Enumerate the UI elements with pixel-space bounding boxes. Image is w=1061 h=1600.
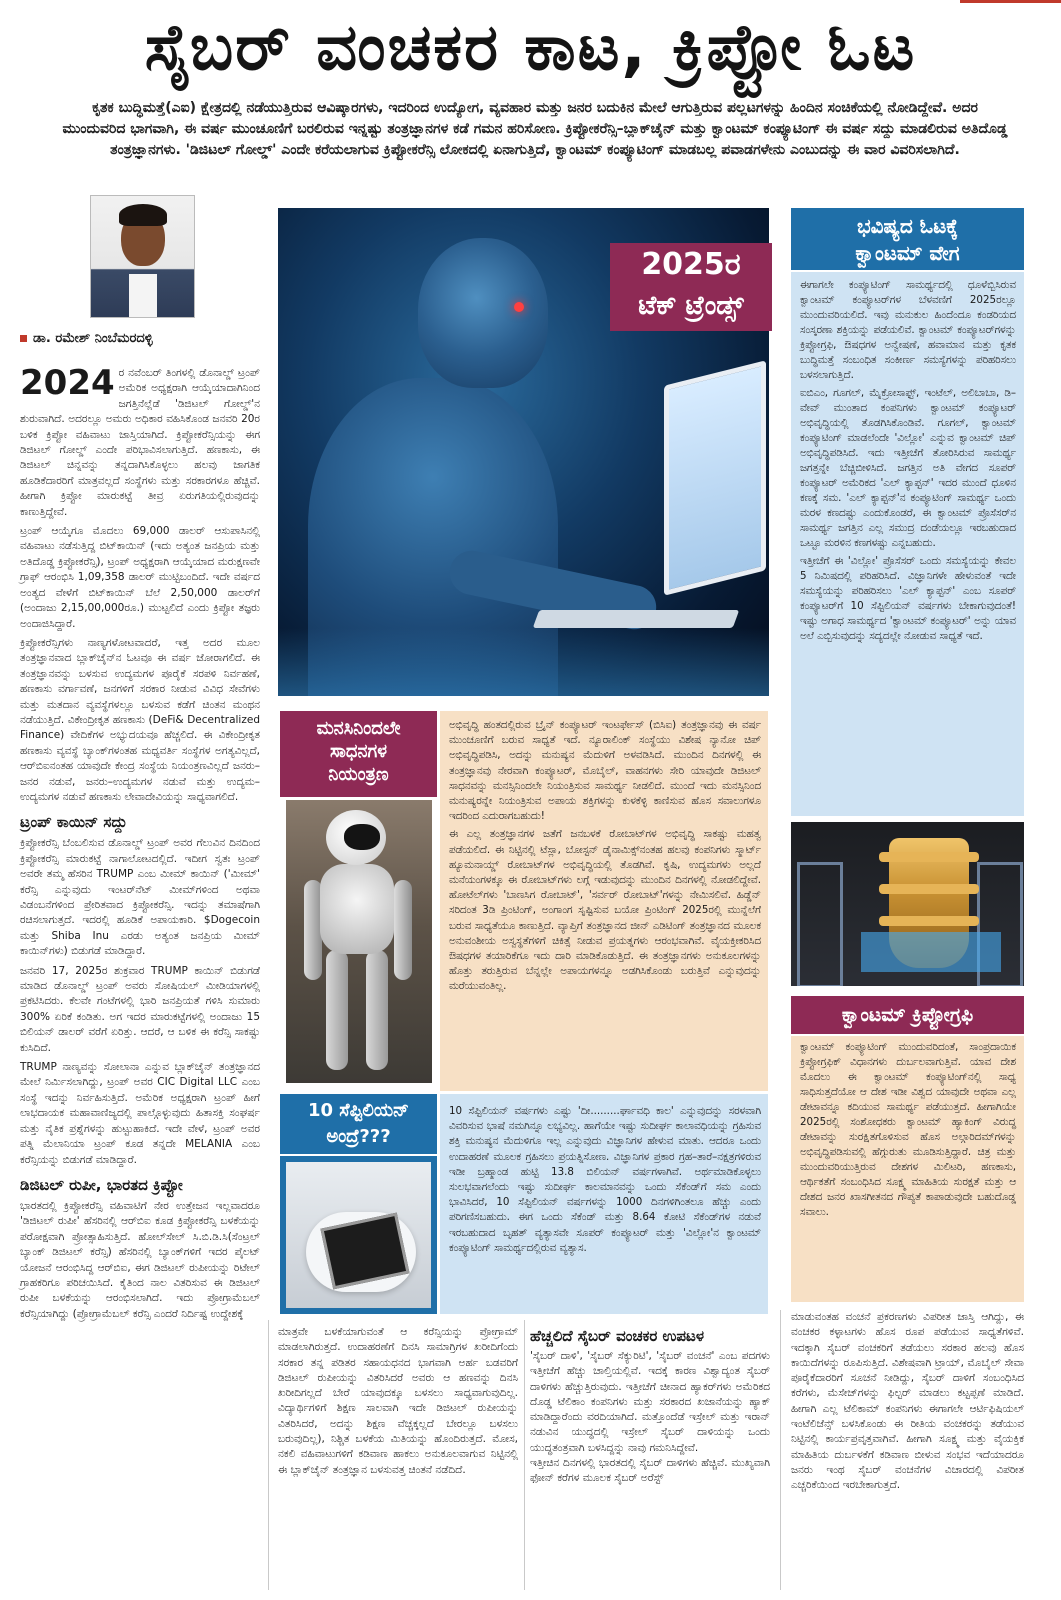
subheading-digital-rupee: ಡಿಜಿಟಲ್ ರುಪೀ, ಭಾರತದ ಕ್ರಿಪ್ಟೋ	[20, 1175, 183, 1194]
septillion-text: 10 ಸೆಪ್ಟಿಲಿಯನ್ ವರ್ಷಗಳು ಎಷ್ಟು 'ದೀ.........ರ್ಘಾವಧಿ ಕಾಲ' ಎನ್ನುವುದನ್ನು ಸರಳವಾಗಿ ವಿವರಿಸುವ ಭಾಷೆ ನಮಗಿನ್ನೂ ಲಭ್ಯವಿಲ್ಲ. ಹಾಗೆಯೇ ಇಷ್ಟು ಸುದೀರ್ಘ ಕಾಲಾವಧಿಯನ್ನು ಗ್ರಹಿಸುವ ಶಕ್ತಿ ಮನುಷ್ಯನ ಮೆದುಳಿಗೂ ಇಲ್ಲ ಎನ್ನುವುದು ವಿಜ್ಞಾನಿಗಳ ಹೇಳುವ ಮಾತು. ಆದರೂ ಒಂದು ಉದಾಹರಣೆ ಮೂಲಕ ಗ್ರಹಿಸಲು ಪ್ರಯತ್ನಿಸೋಣ. ವಿಜ್ಞಾನಿಗಳ ಪ್ರಕಾರ ಗ್ರಹ–ತಾರೆ–ನಕ್ಷತ್ರಗಳಿರುವ ಇಡೀ ಬ್ರಹ್ಮಾಂಡ ಹುಟ್ಟಿ 13.8 ಬಿಲಿಯನ್ ವರ್ಷಗಳಾಗಿವೆ. ಅರ್ಥಮಾಡಿಕೊಳ್ಳಲು ಸುಲಭವಾಗಲೆಂದು ಇಷ್ಟು ಸುದೀರ್ಘ ಕಾಲಮಾನವನ್ನು ಒಂದು ಸೆಕೆಂಡ್‌ಗೆ ಸಮ ಎಂದು ಭಾವಿಸಿದರೆ, 10 ಸೆಪ್ಟಿಲಿಯನ್ ವರ್ಷಗಳನ್ನು 1000 ದಿನಗಳಿಗಿಂತಲೂ ಹೆಚ್ಚು ಎಂದು ಪರಿಗಣಿಸಬಹುದು. ಈಗ ಒಂದು ಸೆಕೆಂಡ್ ಮತ್ತು 8.64 ಕೋಟಿ ಸೆಕೆಂಡ್‌ಗಳ ನಡುವೆ ಇರಬಹುದಾದ ಬೃಹತ್ ವ್ಯತ್ಯಾಸವೇ ಸೂಪರ್ ಕಂಪ್ಯೂಟರ್ ಮತ್ತು 'ವಿಲ್ಲೋ'ನ ಕ್ವಾಂಟಮ್ ಕಂಪ್ಯೂಟಿಂಗ್ ಸಾಮರ್ಥ್ಯದಲ್ಲಿರುವ ವ್ಯತ್ಯಾಸ.	[449, 1105, 761, 1254]
column-divider	[268, 1320, 269, 1590]
author-name: ಡಾ. ರಮೇಶ್ ನಿಂಬೆಮರದಳ್ಳಿ	[33, 331, 153, 346]
septillion-title: 10 ಸೆಪ್ಟಿಲಿಯನ್ ಅಂದ್ರೆ???	[280, 1094, 437, 1154]
cyber-fraud-heading: ಹೆಚ್ಚಲಿದೆ ಸೈಬರ್ ವಂಚಕರ ಉಪಟಳ	[530, 1327, 704, 1345]
top-accent-line	[960, 0, 1061, 3]
paragraph: ಭಾರತದಲ್ಲಿ ಕ್ರಿಪ್ಟೋಕರೆನ್ಸಿ ವಹಿವಾಟಿಗೆ ನೇರ ಉತ್ತೇಜನ ಇಲ್ಲವಾದರೂ 'ಡಿಜಿಟಲ್ ರುಪೀ' ಹೆಸರಿನಲ್ಲಿ ಆರ್‌ಬಿಐ ಕೂಡ ಕ್ರಿಪ್ಟೋಕರೆನ್ಸಿ ಬಳಕೆಯನ್ನು ಪರೋಕ್ಷವಾಗಿ ಪ್ರೋತ್ಸಾಹಿಸುತ್ತಿದೆ. ಹೋಲ್‌ಸೇಲ್ ಸಿ.ಬಿ.ಡಿ.ಸಿ(ಸೆಂಟ್ರಲ್ ಬ್ಯಾಂಕ್ ಡಿಜಿಟಲ್ ಕರೆನ್ಸಿ) ಹೆಸರಿನಲ್ಲಿ ಬ್ಯಾಂಕ್‌ಗಳಿಗೆ ಇದರ ಪೈಲಟ್ ಯೋಜನೆ ಆರಂಭಿಸಿದ್ದ ಆರ್‌ಬಿಐ, ಈಗ ಡಿಜಿಟಲ್ ರುಪೀಯನ್ನು ರಿಟೇಲ್ ಗ್ರಾಹಕರಿಗೂ ಪರಿಚಯಿಸಿದೆ. ಕೈತಿಂದ ನಾಲ ವಿತರಿಸುವ ಈ ಡಿಜಿಟಲ್ ರುಪೀ ಬಳಕೆಯನ್ನು ಆರಂಭಿಸಲಾಗಿದೆ. ಇದು ಪ್ರೋಗ್ರಾಮೆಬಲ್ ಕರೆನ್ಸಿಯಾಗಿದ್ದು (ಪ್ರೋಗ್ರಾಮೆಬಲ್ ಕರೆನ್ಸಿ ಎಂದರೆ ನಿರ್ದಿಷ್ಟ ಉದ್ದೇಶಕ್ಕೆ	[20, 1199, 260, 1320]
cyber-fraud-column	[530, 1325, 770, 1487]
tech-trends-badge: 2025ರ ಟೆಕ್ ಟ್ರೆಂಡ್ಸ್	[610, 243, 772, 331]
bullet-square-icon	[20, 335, 27, 342]
paragraph: ಕ್ರಿಪ್ಟೋಕರೆನ್ಸಿಗಳು ನಾಣ್ಯಗಳೋಟವಾದರೆ, ಇತ್ತ ಅದರ ಮೂಲ ತಂತ್ರಜ್ಞಾನವಾದ ಬ್ಲಾಕ್‌ಚೈನ್‌ನ ಓಟವೂ ಈ ವರ್ಷ ಜೋರಾಗಲಿದೆ. ಈ ತಂತ್ರಜ್ಞಾನವನ್ನು ಬಳಸುವ ಉದ್ಯಮಗಳ ಪೂರೈಕೆ ಸರಪಳಿ ನಿರ್ವಹಣೆ, ಹಣಕಾಸು ವರ್ಗಾವಣೆ, ಜನಗಳಿಗೆ ಸರಕಾರ ನೀಡುವ ವಿವಿಧ ಸೇವೆಗಳು ಮತ್ತು ಮತದಾನ ವ್ಯವಸ್ಥೆಗಳಲ್ಲೂ ಬಳಸುವ ಕಡೆಗೆ ಚಿಂತನ ಮಂಥನ ನಡೆಯುತ್ತಿದೆ. ವಿಕೇಂದ್ರೀಕೃತ ಹಣಕಾಸು (DeFi& Decentralized Finance) ವೇದಿಕೆಗಳ ಅಭ್ಯುದಯವೂ ಹೆಚ್ಚಲಿದೆ. ಈ ವಿಕೇಂದ್ರೀಕೃತ ಹಣಕಾಸು ವ್ಯವಸ್ಥೆ ಬ್ಯಾಂಕ್‌ಗಳಂತಹ ಮಧ್ಯವರ್ತಿ ಸಂಸ್ಥೆಗಳ ಅಗತ್ಯವಿಲ್ಲದೆ, ಆರ್‌ಬಿಐನಂತಹ ಯಾವುದೇ ಕೇಂದ್ರ ಸಂಸ್ಥೆಯ ನಿಯಂತ್ರಣವಿಲ್ಲದೆ ಜನರು–ಜನರ ನಡುವೆ, ಜನರು–ಉದ್ಯಮಗಳ ನಡುವೆ ಮತ್ತು ಉದ್ಯಮ–ಉದ್ಯಮಗಳ ನಡುವೆ ಹಣಕಾಸು ಲೇವಾದೇವಿಯನ್ನು ಸಾಧ್ಯವಾಗಲಿದೆ.	[20, 636, 260, 803]
intro-paragraph: ಕೃತಕ ಬುದ್ಧಿಮತ್ತೆ(ಎಐ) ಕ್ಷೇತ್ರದಲ್ಲಿ ನಡೆಯುತ್ತಿರುವ ಆವಿಷ್ಕಾರಗಳು, ಇದರಿಂದ ಉದ್ಯೋಗ, ವ್ಯವಹಾರ ಮತ್ತು ಜನರ ಬದುಕಿನ ಮೇಲೆ ಆಗುತ್ತಿರುವ ಪಲ್ಲಟಗಳನ್ನು ಹಿಂದಿನ ಸಂಚಿಕೆಯಲ್ಲಿ ನೋಡಿದ್ದೇವೆ. ಅದರ ಮುಂದುವರಿದ ಭಾಗವಾಗಿ, ಈ ವರ್ಷ ಮುಂಚೂಣಿಗೆ ಬರಲಿರುವ ಇನ್ನಷ್ಟು ತಂತ್ರಜ್ಞಾನಗಳ ಕಡೆ ಗಮನ ಹರಿಸೋಣ. ಕ್ರಿಪ್ಟೋಕರೆನ್ಸಿ–ಬ್ಲಾಕ್‌ಚೈನ್ ಮತ್ತು ಕ್ವಾಂಟಮ್ ಕಂಪ್ಯೂಟಿಂಗ್ ಈ ವರ್ಷ ಸದ್ದು ಮಾಡಲಿರುವ ಅತಿದೊಡ್ಡ ತಂತ್ರಜ್ಞಾನಗಳು. 'ಡಿಜಿಟಲ್ ಗೋಲ್ಡ್' ಎಂದೇ ಕರೆಯಲಾಗುವ ಕ್ರಿಪ್ಟೋಕರೆನ್ಸಿ ಲೋಕದಲ್ಲಿ ಏನಾಗುತ್ತಿದೆ, ಕ್ವಾಂಟಮ್ ಕಂಪ್ಯೂಟಿಂಗ್ ಮಾಡಬಲ್ಲ ಪವಾಡಗಳೇನು ಎಂಬುದನ್ನು ಈ ವಾರ ವಿವರಿಸಲಾಗಿದೆ.	[62, 100, 1008, 158]
dropcap-year: 2024	[20, 363, 115, 403]
cyber-fraud-continued: ಮಾಡುವಂತಹ ವಂಚನೆ ಪ್ರಕರಣಗಳು ವಿಪರೀತ ಜಾಸ್ತಿ ಆಗಿದ್ದು, ಈ ವಂಚಕರ ಕಳ್ಳಾಟಗಳು ಹೊಸ ರೂಪ ಪಡೆಯುವ ಸಾಧ್ಯತೆಗಳಿವೆ. ಇದಕ್ಕಾಗಿ ಸೈಬರ್ ವಂಚಕರಿಗೆ ತಡೆಯಲು ಸರಕಾರ ಹಲವು ಹೊಸ ಕಾಯಿದೆಗಳನ್ನು ರೂಪಿಸುತ್ತಿದೆ. ವಿಶೇಷವಾಗಿ ಟ್ರಾಯ್, ಮೊಬೈಲ್ ಸೇವಾ ಪೂರೈಕೆದಾರರಿಗೆ ಸೂಚನೆ ನೀಡಿದ್ದು, ಸೈಬರ್ ದಾಳಿಗೆ ಸಂಬಂಧಿಸಿದ ಕರೆಗಳು, ಮೆಸೇಜ್‌ಗಳನ್ನು ಫಿಲ್ಟರ್ ಮಾಡಲು ಕಟ್ಟಪ್ಪಣೆ ಮಾಡಿದೆ. ಹೀಗಾಗಿ ಎಲ್ಲ ಟೆಲಿಕಾಮ್ ಕಂಪನಿಗಳು ಈಗಾಗಲೇ ಆರ್ಟಿಫಿಷಿಯಲ್ ಇಂಟೆಲಿಜೆನ್ಸ್ ಬಳಸಿಕೊಂಡು ಈ ರೀತಿಯ ವಂಚಕರನ್ನು ತಡೆಯುವ ನಿಟ್ಟಿನಲ್ಲಿ ಕಾರ್ಯಪ್ರವೃತ್ತವಾಗಿವೆ. ಹೀಗಾಗಿ ಸೂಕ್ಷ್ಮ ಮತ್ತು ವೈಯಕ್ತಿಕ ಮಾಹಿತಿಯ ದುರ್ಬಳಕೆಗೆ ಕಡಿವಾಣ ಬೀಳುವ ಸಂಭವ ಇದೆಯಾದರೂ ಜನರು ಇಂಥ ಸೈಬರ್ ವಂಚನೆಗಳ ವಿಚಾರದಲ್ಲಿ ವಿಪರೀತ ಎಚ್ಚರಿಕೆಯಿಂದ ಇರಬೇಕಾಗುತ್ತದೆ.	[791, 1311, 1024, 1492]
mind-control-text: ಅಭಿವೃದ್ಧಿ ಹಂತದಲ್ಲಿರುವ ಬ್ರೈನ್ ಕಂಪ್ಯೂಟರ್ ಇಂಟರ್ಫೇಸ್ (ಬಿಸಿಐ) ತಂತ್ರಜ್ಞಾನವು ಈ ವರ್ಷ ಮುಂಚೂಣಿಗೆ ಬರುವ ಸಾಧ್ಯತೆ ಇದೆ. ನ್ಯೂರಾಲಿಂಕ್ ಸಂಸ್ಥೆಯು ವಿಶೇಷ ನ್ಯಾನೋ ಚಿಪ್ ಅಭಿವೃದ್ಧಿಪಡಿಸಿ, ಅದನ್ನು ಮನುಷ್ಯನ ಮೆದುಳಿಗೆ ಅಳವಡಿಸಿದೆ. ಮುಂದಿನ ದಿನಗಳಲ್ಲಿ ಈ ತಂತ್ರಜ್ಞಾನವು ನೇರವಾಗಿ ಕಂಪ್ಯೂಟರ್, ಮೊಬೈಲ್, ವಾಹನಗಳು ಸೇರಿ ಯಾವುದೇ ಡಿಜಿಟಲ್ ಸಾಧನವನ್ನು ಮನಸ್ಸಿನಿಂದಲೇ ನಿಯಂತ್ರಿಸುವ ಸಾಮರ್ಥ್ಯ ನೀಡಲಿದೆ. ಮುಂದೆ ಇದು ಮನಸ್ಸಿನಿಂದ ಮನುಷ್ಯರನ್ನೇ ನಿಯಂತ್ರಿಸುವ ಅಪಾಯ ಶಕ್ತಿಗಳನ್ನು ಕುಳಕೆಳ್ಳಿ ಕಾಣಿಸುವ ಹೊಸ ಸವಾಲುಗಳೂ ಇದರಿಂದ ಎದುರಾಗಬಹುದು! ಈ ಎಲ್ಲ ತಂತ್ರಜ್ಞಾನಗಳ ಜತೆಗೆ ಜನಬಳಕೆ ರೋಬಾಟ್‌ಗಳ ಅಭಿವೃದ್ಧಿ ಸಾಕಷ್ಟು ಮಹತ್ವ ಪಡೆಯಲಿದೆ. ಈ ನಿಟ್ಟಿನಲ್ಲಿ ಟೆಸ್ಲಾ, ಬೋಸ್ಟನ್ ಡೈನಾಮಿಕ್ಸ್‌ನಂತಹ ಹಲವು ಕಂಪನಿಗಳು ಸ್ಮಾರ್ಟ್ ಹ್ಯೂಮನಾಯ್ಡ್ ರೋಬಾಟ್‌ಗಳ ಅಭಿವೃದ್ಧಿಯಲ್ಲಿ ತೊಡಗಿವೆ. ಕೃಷಿ, ಉದ್ಯಮಗಳು ಅಲ್ಲದೆ ಮನೆಯಂಗಳಕ್ಕೂ ಈ ರೋಬಾಟ್‌ಗಳು ಲಗ್ಗೆ ಇಡುವುದನ್ನು ಮುಂದಿನ ದಿನಗಳಲ್ಲಿ ನೋಡಲಿದ್ದೇವೆ. ಹೋಟೆಲ್‌ಗಳು 'ಬಾಣಸಿಗ ರೋಬಾಟ್', 'ಸರ್ವರ್ ರೋಬಾಟ್'ಗಳನ್ನು ನೇಮಿಸಲಿವೆ. ಹಿಡ್ಡೆನ್ ಸರಿದಂತ 3ಡಿ ಪ್ರಿಂಟಿಂಗ್, ಅಂಗಾಂಗ ಸೃಷ್ಟಿಸುವ ಬಯೋ ಪ್ರಿಂಟಿಂಗ್ 2025ರಲ್ಲಿ ಮುನ್ನೆಲೆಗೆ ಬರುವ ಸಾಧ್ಯತೆಯೂ ಕಾಣುತ್ತಿದೆ. ವ್ಯಾಪ್ತಿಗೆ ತಂತ್ರಜ್ಞಾನದ ಜೀನ್ ಎಡಿಟಿಂಗ್ ತಂತ್ರಜ್ಞಾನದ ಮೂಲಕ ಅನುವಂಶೀಯ ಅಸ್ವಸ್ಥತೆಗಳಿಗೆ ಚಿಕಿತ್ಸೆ ನೀಡುವ ಪ್ರಯತ್ನಗಳು ಆರಂಭವಾಗಿವೆ. ವೈಯಕ್ತೀಕರಿಸಿದ ಔಷಧಗಳ ತಯಾರಿಕೆಗೂ ಇದು ದಾರಿ ಮಾಡಿಕೊಡುತ್ತಿದೆ. ಈ ತಂತ್ರಜ್ಞಾನಗಳು ಅನುಕೂಲಗಳನ್ನು ಹೊತ್ತು ತರುತ್ತಿರುವ ಬೆನ್ನಲ್ಲೇ ಅಪಾಯಗಳನ್ನೂ ಅಡಗಿಸಿಕೊಂಡು ಬರುತ್ತಿವೆ ಎನ್ನುವುದನ್ನು ಮರೆಯುವಂತಿಲ್ಲ.	[449, 719, 761, 993]
cyber-fraud-text: 'ಸೈಬರ್ ದಾಳಿ', 'ಸೈಬರ್ ಸೆಕ್ಯುರಿಟಿ', 'ಸೈಬರ್ ವಂಚನೆ' ಎಂಬ ಪದಗಳು ಇತ್ತೀಚೆಗೆ ಹೆಚ್ಚು ಚಾಲ್ತಿಯಲ್ಲಿವೆ. ಇದಕ್ಕೆ ಕಾರಣ ವಿಶ್ವಾದ್ಯಂತ ಸೈಬರ್ ದಾಳಿಗಳು ಹೆಚ್ಚುತ್ತಿರುವುದು. ಇತ್ತೀಚೆಗೆ ಚೀನಾದ ಹ್ಯಾಕರ್‌ಗಳು ಅಮೆರಿಕದ ದೊಡ್ಡ ಟೆಲಿಕಾಂ ಕಂಪನಿಗಳು ಮತ್ತು ಸರಕಾರದ ಖಜಾನೆಯನ್ನು ಹ್ಯಾಕ್ ಮಾಡಿದ್ದಾರೆಂದು ವರದಿಯಾಗಿದೆ. ಮತ್ತೊಂದೆಡೆ ಇಸ್ರೇಲ್ ಮತ್ತು ಇರಾನ್ ನಡುವಿನ ಯುದ್ಧದಲ್ಲಿ ಇಸ್ರೇಲ್ ಸೈಬರ್ ದಾಳಿಯನ್ನು ಒಂದು ಯುದ್ಧತಂತ್ರವಾಗಿ ಬಳಸಿದ್ದನ್ನು ನಾವು ಗಮನಿಸಿದ್ದೇವೆ. ಇತ್ತೀಚಿನ ದಿನಗಳಲ್ಲಿ ಭಾರತದಲ್ಲಿ ಸೈಬರ್ ದಾಳಿಗಳು ಹೆಚ್ಚಿವೆ. ಮುಖ್ಯವಾಗಿ ಫೋನ್ ಕರೆಗಳ ಮೂಲಕ ಸೈಬರ್ ಅರೆಸ್ಟ್	[530, 1350, 770, 1485]
paragraph: TRUMP ನಾಣ್ಯವನ್ನು ಸೋಲಾನಾ ಎನ್ನುವ ಬ್ಲಾಕ್‌ಚೈನ್ ತಂತ್ರಜ್ಞಾನದ ಮೇಲೆ ನಿರ್ಮಿಸಲಾಗಿದ್ದು, ಟ್ರಂಪ್ ಅವರ CIC Digital LLC ಎಂಬ ಸಂಸ್ಥೆ ಇದನ್ನು ನಿರ್ವಹಿಸುತ್ತಿದೆ. ಅಮೆರಿಕ ಅಧ್ಯಕ್ಷರಾಗಿ ಟ್ರಂಪ್ ಹೀಗೆ ಲಾಭದಾಯಕ ಮಹಾವಾಣಿಜ್ಯದಲ್ಲಿ ಪಾಲ್ಗೊಳ್ಳುವುದು ಹಿತಾಸಕ್ತಿ ಸಂಘರ್ಷ ಮತ್ತು ನೈತಿಕ ಪ್ರಶ್ನೆಗಳನ್ನು ಹುಟ್ಟುಹಾಕಿದೆ. ಇದೇ ವೇಳೆ, ಟ್ರಂಪ್ ಅವರ ಪತ್ನಿ ಮೆಲಾನಿಯಾ ಟ್ರಂಪ್ ಕೂಡ ತನ್ನದೇ MELANIA ಎಂಬ ಕರೆನ್ಸಿಯನ್ನು ಬಿಡುಗಡೆ ಮಾಡಿದ್ದಾರೆ.	[20, 1061, 260, 1166]
paragraph: ಕ್ರಿಪ್ಟೋಕರೆನ್ಸಿ ಬೆಂಬಲಿಸುವ ಡೊನಾಲ್ಡ್ ಟ್ರಂಪ್ ಅವರ ಗೆಲುವಿನ ದಿನದಿಂದ ಕ್ರಿಪ್ಟೋಕರೆನ್ಸಿ ಮಾರುಕಟ್ಟೆ ನಾಗಾಲೋಟದಲ್ಲಿದೆ. ಇದೀಗ ಸ್ವತಃ ಟ್ರಂಪ್ ಅವರೇ ತಮ್ಮ ಹೆಸರಿನ TRUMP ಎಂಬ ಮೀಮ್ ಕಾಯಿನ್ ('ಮೀಮ್' ಕರೆನ್ಸಿ ಎನ್ನುವುದು ಇಂಟರ್‌ನೆಟ್ ಮೀಮ್‌ಗಳಿಂದ ಅಥವಾ ವಿಡಂಬನೆಗಳಿಂದ ಪ್ರೇರಿತವಾದ ಕ್ರಿಪ್ಟೋಕರೆನ್ಸಿ. ಇದನ್ನು ತಮಾಷೆಗಾಗಿ ರಚಿಸಲಾಗುತ್ತದೆ. ಇದರಲ್ಲಿ ಹೂಡಿಕೆ ಅಪಾಯಕಾರಿ. $Dogecoin ಮತ್ತು Shiba Inu ಎರಡು ಅತ್ಯಂತ ಜನಪ್ರಿಯ ಮೀಮ್ ಕಾಯಿನ್‌ಗಳು) ಬಿಡುಗಡೆ ಮಾಡಿದ್ದಾರೆ.	[20, 837, 260, 958]
quantum-computer-photo	[791, 822, 1024, 986]
author-photo	[90, 195, 195, 318]
headline: ಸೈಬರ್ ವಂಚಕರ ಕಾಟ, ಕ್ರಿಪ್ಟೋ ಓಟ	[144, 11, 917, 85]
robot-photo	[286, 800, 432, 1083]
column-divider	[780, 1310, 781, 1590]
byline	[20, 331, 260, 346]
mind-control-title: ಮನಸಿನಿಂದಲೇ ಸಾಧನಗಳ ನಿಯಂತ್ರಣ	[280, 711, 437, 797]
digital-rupee-continued: ಮಾತ್ರವೇ ಬಳಕೆಯಾಗುವಂತೆ ಆ ಕರೆನ್ಸಿಯನ್ನು ಪ್ರೋಗ್ರಾಮ್ ಮಾಡಲಾಗಿರುತ್ತದೆ. ಉದಾಹರಣೆಗೆ ದಿನಸಿ ಸಾಮಾಗ್ರಿಗಳ ಖರೀದಿಗೆಂದು ಸರಕಾರ ತನ್ನ ಪಡಿತರ ಸಹಾಯಧನದ ಭಾಗವಾಗಿ ಅರ್ಹ ಬಡವರಿಗೆ ಡಿಜಿಟಲ್ ರುಪೀಯನ್ನು ವಿತರಿಸಿದರೆ ಅವರು ಆ ಹಣವನ್ನು ದಿನಸಿ ಖರೀದಿಗಲ್ಲದೆ ಬೇರೆ ಯಾವುದಕ್ಕೂ ಬಳಸಲು ಸಾಧ್ಯವಾಗುವುದಿಲ್ಲ. ವಿದ್ಯಾರ್ಥಿಗಳಿಗೆ ಶಿಕ್ಷಣ ಸಾಲವಾಗಿ ಇದೇ ಡಿಜಿಟಲ್ ರುಪೀಯನ್ನು ವಿತರಿಸಿದರೆ, ಅದನ್ನು ಶಿಕ್ಷಣ ವೆಚ್ಚಕ್ಕಲ್ಲದೆ ಬೇರಲ್ಲೂ ಬಳಸಲು ಬರುವುದಿಲ್ಲ), ನಿಶ್ಚಿತ ಬಳಕೆಯ ಮಿತಿಯನ್ನು ಹೊಂದಿರುತ್ತದೆ. ಮೋಸ, ನಕಲಿ ವಹಿವಾಟುಗಳಿಗೆ ಕಡಿವಾಣ ಹಾಕಲು ಅನುಕೂಲವಾಗುವ ನಿಟ್ಟಿನಲ್ಲಿ ಈ ಬ್ಲಾಕ್‌ಚೈನ್ ತಂತ್ರಜ್ಞಾನ ಬಳಸುವತ್ತ ಚಿಂತನೆ ನಡೆದಿದೆ.	[278, 1326, 518, 1476]
subheading-trump-coin: ಟ್ರಂಪ್ ಕಾಯಿನ್ ಸದ್ದು	[20, 813, 128, 832]
chip-in-hand-photo	[280, 1156, 437, 1314]
column-divider	[524, 1320, 525, 1590]
lead-paragraph: 2024 ರ ನವೆಂಬರ್ ತಿಂಗಳಲ್ಲಿ ಡೊನಾಲ್ಡ್ ಟ್ರಂಪ್ ಅಮೆರಿಕ ಅಧ್ಯಕ್ಷರಾಗಿ ಆಯ್ಕೆಯಾದಾಗಿನಿಂದ ಜಗತ್ತಿನೆಲ್ಲೆಡೆ 'ಡಿಜಿಟಲ್ ಗೋಲ್ಡ್'ನ ಶುರುವಾಗಿದೆ. ಅದರಲ್ಲೂ ಅಮರು ಅಧಿಕಾರ ವಹಿಸಿಕೊಂಡ ಜನವರಿ 20ರ ಬಳಿಕ ಕ್ರಿಪ್ಟೋ ವಹಿವಾಟು ಜಾಸ್ತಿಯಾಗಿದೆ. ಕ್ರಿಪ್ಟೋಕರೆನ್ಸಿಯನ್ನು ಈಗ ಡಿಜಿಟಲ್ ಗೋಲ್ಡ್ ಎಂದೇ ಪರಿಭಾವಿಸಲಾಗುತ್ತಿದೆ. ಹಣಕಾಸು, ಈ ಡಿಜಿಟಲ್ ಚಿನ್ನವನ್ನು ತನ್ನದಾಗಿಸಿಕೊಳ್ಳಲು ಹಲವು ಜಾಗತಿಕ ಹೂಡಿಕೆದಾರರಿಗೆ ಮಾತ್ರವಲ್ಲದೆ ಸಂಸ್ಥೆಗಳು ಮತ್ತು ಸರಕಾರಗಳೂ ಹೆಚ್ಚಿವೆ. ಹೀಗಾಗಿ ಕ್ರಿಪ್ಟೋ ಮಾರುಕಟ್ಟೆ ತೀವ್ರ ಏರುಗತಿಯಲ್ಲಿರುವುದನ್ನು ಕಾಣುತ್ತಿದ್ದೇವೆ.	[20, 363, 260, 518]
quantum-crypto-text: ಕ್ವಾಂಟಮ್ ಕಂಪ್ಯೂಟಿಂಗ್ ಮುಂದುವರಿದಂತೆ, ಸಾಂಪ್ರದಾಯಿಕ ಕ್ರಿಪ್ಟೋಗ್ರಫಿಕ್ ವಿಧಾನಗಳು ದುರ್ಬಲವಾಗುತ್ತಿವೆ. ಯಾವ ದೇಶ ಮೊದಲು ಈ ಕ್ವಾಂಟಮ್ ಕಂಪ್ಯೂಟಿಂಗ್‌ನಲ್ಲಿ ಸಾಧ್ಯ ಸಾಧಿಸುತ್ತದೆಯೋ ಆ ದೇಶ ಇಡೀ ವಿಶ್ವದ ಯಾವುದೇ ಅಥವಾ ಎಲ್ಲ ಡೇಟಾವನ್ನೂ ಕದಿಯುವ ಸಾಮರ್ಥ್ಯ ಪಡೆಯುತ್ತದೆ. ಹೀಗಾಗಿಯೇ 2025ರಲ್ಲಿ ಸಂಶೋಧಕರು ಕ್ವಾಂಟಮ್ ಹ್ಯಾಕಿಂಗ್ ವಿರುದ್ಧ ಡೇಟಾವನ್ನು ಸುರಕ್ಷಿತಗೊಳಿಸುವ ಹೊಸ ಅಲ್ಗಾರಿದಮ್‌ಗಳನ್ನು ಅಭಿವೃದ್ಧಿಪಡಿಸುವಲ್ಲಿ ಹೆಗ್ಗುರುತು ಮೂಡಿಸುತ್ತಿದ್ದಾರೆ. ಚಿತ್ರ ಮತ್ತು ಮುಂದುವರಿಯುತ್ತಿರುವ ದೇಶಗಳ ಮಿಲಿಟರಿ, ಹಣಕಾಸು, ಆರ್ಥಿಕತೆಗೆ ಸಂಬಂಧಿಸಿದ ಸೂಕ್ಷ್ಮ ಮಾಹಿತಿಯ ಸುರಕ್ಷತೆ ಮತ್ತು ಆ ದೇಶದ ಜನರ ಖಾಸಗೀತನದ ಗೌಪ್ಯತೆ ಕಾಪಾಡುವುದೇ ಬಹುದೊಡ್ಡ ಸವಾಲು.	[800, 1041, 1016, 1218]
paragraph: ಜನವರಿ 17, 2025ರ ಶುಕ್ರವಾರ TRUMP ಕಾಯಿನ್ ಬಿಡುಗಡೆ ಮಾಡಿದ ಡೊನಾಲ್ಡ್ ಟ್ರಂಪ್ ಅವರು ಸೋಷಿಯಲ್ ಮೀಡಿಯಾಗಳಲ್ಲಿ ಪ್ರಕಟಿಸಿದರು. ಕೆಲವೇ ಗಂಟೆಗಳಲ್ಲಿ ಭಾರಿ ಜನಪ್ರಿಯತೆ ಗಳಿಸಿ ಸುಮಾರು 300% ಏರಿಕೆ ಕಂಡಿತು. ಅಗ ಇದರ ಮಾರುಕಟ್ಟೆಗಳಲ್ಲಿ ಅಂದಾಜು 15 ಬಿಲಿಯನ್ ಡಾಲರ್ ವರೆಗೆ ಏರಿತ್ತು. ಆದರೆ, ಆ ಬಳಿಕ ಈ ಕರೆನ್ಸಿ ಸಾಕಷ್ಟು ಕುಸಿದಿದೆ.	[20, 964, 260, 1054]
left-column	[20, 363, 260, 1326]
quantum-box-text: ಈಗಾಗಲೇ ಕಂಪ್ಯೂಟಿಂಗ್ ಸಾಮರ್ಥ್ಯದಲ್ಲಿ ಧೂಳೆಬ್ಬಿಸಿರುವ ಕ್ವಾಂಟಮ್ ಕಂಪ್ಯೂಟರ್‌ಗಳ ಬೆಳವಣಿಗೆ 2025ರಲ್ಲೂ ಮುಂದುವರಿಯಲಿದೆ. ಇವು ಮನುಕುಲ ಹಿಂದೆಂದೂ ಕಂಡರಿಯದ ಸಂಸ್ಕರಣಾ ಶಕ್ತಿಯನ್ನು ಪಡೆಯಲಿವೆ. ಕ್ವಾಂಟಮ್ ಕಂಪ್ಯೂಟರ್‌ಗಳನ್ನು ಕ್ರಿಪ್ಟೋಗ್ರಫಿ, ಔಷಧಗಳ ಅನ್ವೇಷಣೆ, ಹವಾಮಾನ ಮತ್ತು ಕೃತಕ ಬುದ್ಧಿಮತ್ತೆ ಸಂಬಂಧಿತ ಸಂಕೀರ್ಣ ಸಮಸ್ಯೆಗಳನ್ನು ಪರಿಹರಿಸಲು ಬಳಸಲಾಗುತ್ತಿದೆ. ಐಬಿಎಂ, ಗೂಗಲ್, ಮೈಕ್ರೋಸಾಫ್ಟ್, ಇಂಟೆಲ್, ಅಲಿಬಾಬಾ, ಡಿ–ವೇವ್ ಮುಂತಾದ ಕಂಪನಿಗಳು ಕ್ವಾಂಟಮ್ ಕಂಪ್ಯೂಟರ್ ಅಭಿವೃದ್ಧಿಯಲ್ಲಿ ತೊಡಗಿಸಿಕೊಂಡಿವೆ. ಗೂಗಲ್, ಕ್ವಾಂಟಮ್ ಕಂಪ್ಯೂಟಿಂಗ್ ಮಾಡಲೆಂದೇ 'ವಿಲ್ಲೋ' ಎನ್ನುವ ಕ್ವಾಂಟಮ್ ಚಿಪ್ ಅಭಿವೃದ್ಧಿಪಡಿಸಿದೆ. ಇದು ಇತ್ತೀಚೆಗೆ ತೋರಿಸಿರುವ ಸಾಮರ್ಥ್ಯ ಜಗತ್ತನ್ನೇ ಬೆಚ್ಚಿಬೀಳಿಸಿದೆ. ಜಗತ್ತಿನ ಅತಿ ವೇಗದ ಸೂಪರ್ ಕಂಪ್ಯೂಟರ್ ಅಮೆರಿಕದ 'ಎಲ್ ಕ್ಯಾಪ್ಟನ್' ಇದರ ಮುಂದೆ ಧೂಳಿನ ಕಣಕ್ಕೆ ಸಮ. 'ಎಲ್ ಕ್ಯಾಪ್ಟನ್'ನ ಕಂಪ್ಯೂಟಿಂಗ್ ಸಾಮರ್ಥ್ಯ ಒಂದು ಮರಳ ಕಣದಷ್ಟು ಎಂದುಕೊಂಡರೆ, ಈ ಕ್ವಾಂಟಮ್ ಪ್ರೊಸೆಸರ್‌ನ ಸಾಮರ್ಥ್ಯ ಜಗತ್ತಿನ ಎಲ್ಲ ಸಮುದ್ರ ದಂಡೆಯಲ್ಲೂ ಇರಬಹುದಾದ ಒಟ್ಟೂ ಮರಳಿನ ಕಣಗಳಷ್ಟು ಎನ್ನಬಹುದು. ಇತ್ತೀಚೆಗೆ ಈ 'ವಿಲ್ಲೋ' ಪ್ರೊಸೆಸರ್ ಒಂದು ಸಮಸ್ಯೆಯನ್ನು ಕೇವಲ 5 ನಿಮಿಷದಲ್ಲಿ ಪರಿಹರಿಸಿದೆ. ವಿಜ್ಞಾನಿಗಳೇ ಹೇಳುವಂತೆ ಇದೇ ಸಮಸ್ಯೆಯನ್ನು ಪರಿಹರಿಸಲು 'ಎಲ್ ಕ್ಯಾಪ್ಟನ್' ಎಂಬ ಸೂಪರ್ ಕಂಪ್ಯೂಟರ್‌ಗೆ 10 ಸೆಪ್ಟಿಲಿಯನ್ ವರ್ಷಗಳು ಬೇಕಾಗುವುದಂತೆ! ಇಷ್ಟು ಅಗಾಧ ಸಾಮರ್ಥ್ಯದ 'ಕ್ವಾಂಟಮ್ ಕಂಪ್ಯೂಟರ್' ಅನ್ನು ಯಾವ ಅಲೆ ಎಬ್ಬಿಸುವುದನ್ನು ಸದ್ಯದಲ್ಲೇ ನೋಡುವ ಸಾಧ್ಯತೆ ಇದೆ.	[800, 279, 1016, 642]
quantum-box-title: ಭವಿಷ್ಯದ ಓಟಕ್ಕೆ ಕ್ವಾಂಟಮ್ ವೇಗ	[791, 208, 1024, 270]
paragraph: ಟ್ರಂಪ್ ಆಯ್ಕೆಗೂ ಮೊದಲು 69,000 ಡಾಲರ್ ಆಸುಪಾಸಿನಲ್ಲಿ ವಹಿವಾಟು ನಡೆಸುತ್ತಿದ್ದ ಬಿಟ್‌ಕಾಯಿನ್ (ಇದು ಅತ್ಯಂತ ಜನಪ್ರಿಯ ಮತ್ತು ಅತಿದೊಡ್ಡ ಕ್ರಿಪ್ಟೋಕರೆನ್ಸಿ), ಟ್ರಂಪ್ ಅಧ್ಯಕ್ಷರಾಗಿ ಆಯ್ಕೆಯಾದ ಮರುಕ್ಷಣವೇ ಗ್ರಾಫ್ ಆರಂಭಿಸಿ 1,09,358 ಡಾಲರ್ ಮುಟ್ಟಿಬಂದಿದೆ. ಇದೇ ವರ್ಷದ ಅಂತ್ಯದ ವೇಳೆಗೆ ಬಿಟ್‌ಕಾಯಿನ್ ಬೆಲೆ 2,50,000 ಡಾಲರ್‌ಗೆ (ಅಂದಾಜು 2,15,00,000ರೂ.) ಮುಟ್ಟಲಿದೆ ಎಂದು ಕ್ರಿಪ್ಟೋ ತಜ್ಞರು ಅಂದಾಜಿಸಿದ್ದಾರೆ.	[20, 525, 260, 630]
quantum-crypto-title: ಕ್ವಾಂಟಮ್ ಕ್ರಿಪ್ಟೋಗ್ರಫಿ	[791, 996, 1024, 1034]
